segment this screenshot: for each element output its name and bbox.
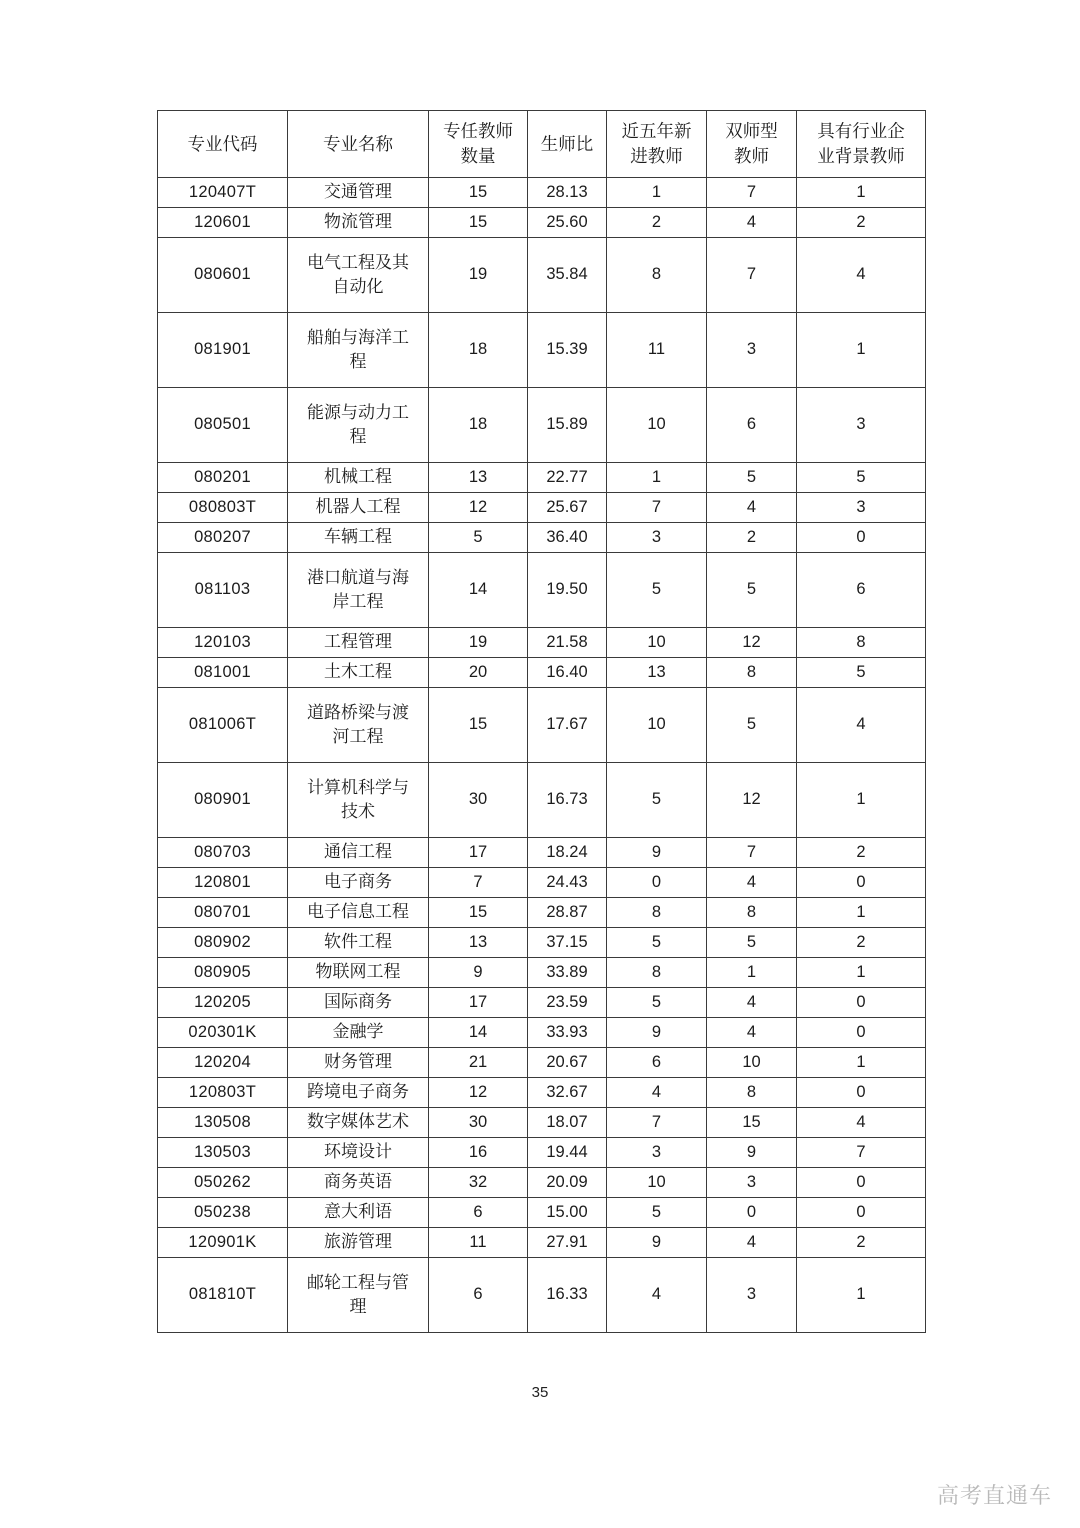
cell-major-code: 081103 [158, 553, 288, 628]
cell-dual-qualified-teachers: 4 [707, 868, 797, 898]
major-name-line: 意大利语 [324, 1202, 392, 1222]
column-header-student-teacher-ratio [528, 111, 607, 178]
cell-major-code: 081001 [158, 658, 288, 688]
column-header-line: 生师比 [540, 133, 594, 154]
major-name-line: 船舶与海洋工 [307, 327, 409, 347]
table-row [158, 1138, 926, 1168]
major-name-line: 计算机科学与 [307, 777, 409, 797]
major-name-line: 河工程 [332, 727, 384, 746]
cell-teacher-count: 14 [429, 1018, 528, 1048]
cell-new-teachers: 1 [607, 178, 707, 208]
table-row [158, 1198, 926, 1228]
cell-new-teachers: 11 [607, 313, 707, 388]
cell-student-teacher-ratio: 36.40 [528, 523, 607, 553]
major-name-line: 环境设计 [324, 1142, 392, 1162]
table-row [158, 898, 926, 928]
table-row [158, 208, 926, 238]
table-row [158, 763, 926, 838]
major-name-line: 机械工程 [324, 467, 392, 487]
cell-major-code: 120204 [158, 1048, 288, 1078]
major-name-line: 程 [349, 352, 367, 371]
column-header-new-teachers [607, 111, 707, 178]
cell-new-teachers: 5 [607, 763, 707, 838]
table-row [158, 463, 926, 493]
cell-dual-qualified-teachers: 8 [707, 898, 797, 928]
major-name-line: 金融学 [332, 1022, 384, 1042]
cell-teacher-count: 7 [429, 868, 528, 898]
cell-dual-qualified-teachers: 9 [707, 1138, 797, 1168]
cell-dual-qualified-teachers: 3 [707, 1168, 797, 1198]
cell-dual-qualified-teachers: 3 [707, 313, 797, 388]
cell-major-code: 080207 [158, 523, 288, 553]
table-row [158, 493, 926, 523]
column-header-line: 专业名称 [323, 133, 393, 154]
cell-student-teacher-ratio: 15.89 [528, 388, 607, 463]
cell-major-name [288, 523, 429, 553]
cell-major-name [288, 463, 429, 493]
cell-dual-qualified-teachers: 8 [707, 658, 797, 688]
table-row [158, 838, 926, 868]
column-header-industry-background-teachers [797, 111, 926, 178]
cell-new-teachers: 4 [607, 1258, 707, 1333]
cell-new-teachers: 5 [607, 1198, 707, 1228]
table-row [158, 1258, 926, 1333]
table-row [158, 928, 926, 958]
cell-teacher-count: 12 [429, 1078, 528, 1108]
cell-dual-qualified-teachers: 12 [707, 763, 797, 838]
cell-new-teachers: 7 [607, 1108, 707, 1138]
major-name-line: 车辆工程 [324, 527, 392, 547]
major-name-line: 旅游管理 [324, 1232, 392, 1252]
cell-major-code: 081901 [158, 313, 288, 388]
cell-major-code: 081006T [158, 688, 288, 763]
cell-teacher-count: 15 [429, 688, 528, 763]
cell-industry-background-teachers: 0 [797, 988, 926, 1018]
table-row [158, 688, 926, 763]
cell-student-teacher-ratio: 33.93 [528, 1018, 607, 1048]
cell-dual-qualified-teachers: 4 [707, 1018, 797, 1048]
cell-student-teacher-ratio: 16.33 [528, 1258, 607, 1333]
cell-industry-background-teachers: 6 [797, 553, 926, 628]
major-name-line: 自动化 [332, 277, 384, 296]
cell-student-teacher-ratio: 18.24 [528, 838, 607, 868]
cell-major-name [288, 313, 429, 388]
major-name-line: 电子信息工程 [307, 902, 409, 922]
cell-teacher-count: 19 [429, 628, 528, 658]
cell-student-teacher-ratio: 16.40 [528, 658, 607, 688]
cell-industry-background-teachers: 4 [797, 238, 926, 313]
cell-teacher-count: 18 [429, 313, 528, 388]
column-header-line: 专业代码 [187, 133, 258, 154]
major-name-line: 通信工程 [324, 842, 392, 862]
cell-student-teacher-ratio: 24.43 [528, 868, 607, 898]
cell-industry-background-teachers: 0 [797, 1198, 926, 1228]
cell-teacher-count: 14 [429, 553, 528, 628]
cell-major-code: 080501 [158, 388, 288, 463]
cell-major-name [288, 1078, 429, 1108]
cell-dual-qualified-teachers: 7 [707, 178, 797, 208]
cell-industry-background-teachers: 1 [797, 1258, 926, 1333]
cell-student-teacher-ratio: 16.73 [528, 763, 607, 838]
major-name-line: 物流管理 [324, 212, 392, 232]
major-name-line: 电子商务 [324, 872, 392, 892]
cell-student-teacher-ratio: 22.77 [528, 463, 607, 493]
cell-major-name [288, 238, 429, 313]
cell-major-code: 120103 [158, 628, 288, 658]
table-row [158, 1048, 926, 1078]
cell-industry-background-teachers: 0 [797, 1078, 926, 1108]
table-row [158, 868, 926, 898]
cell-major-code: 120803T [158, 1078, 288, 1108]
cell-new-teachers: 10 [607, 628, 707, 658]
column-header-code [158, 111, 288, 178]
cell-major-code: 120801 [158, 868, 288, 898]
cell-new-teachers: 9 [607, 1228, 707, 1258]
cell-dual-qualified-teachers: 7 [707, 838, 797, 868]
cell-teacher-count: 5 [429, 523, 528, 553]
cell-student-teacher-ratio: 32.67 [528, 1078, 607, 1108]
cell-major-code: 120205 [158, 988, 288, 1018]
cell-student-teacher-ratio: 18.07 [528, 1108, 607, 1138]
watermark: 高考直通车 [936, 1483, 1052, 1508]
table-row [158, 178, 926, 208]
cell-major-name [288, 658, 429, 688]
cell-major-name [288, 1138, 429, 1168]
major-name-line: 能源与动力工 [307, 402, 409, 422]
cell-dual-qualified-teachers: 8 [707, 1078, 797, 1108]
cell-teacher-count: 17 [429, 838, 528, 868]
cell-major-name [288, 1018, 429, 1048]
cell-dual-qualified-teachers: 2 [707, 523, 797, 553]
cell-new-teachers: 8 [607, 958, 707, 988]
cell-dual-qualified-teachers: 6 [707, 388, 797, 463]
major-name-line: 物联网工程 [315, 962, 401, 982]
table-row [158, 388, 926, 463]
cell-teacher-count: 15 [429, 208, 528, 238]
cell-industry-background-teachers: 2 [797, 928, 926, 958]
cell-industry-background-teachers: 5 [797, 463, 926, 493]
cell-industry-background-teachers: 1 [797, 1048, 926, 1078]
cell-major-name [288, 628, 429, 658]
column-header-line: 具有行业企 [817, 121, 905, 142]
cell-major-name [288, 1168, 429, 1198]
table-row [158, 313, 926, 388]
cell-major-name [288, 388, 429, 463]
cell-dual-qualified-teachers: 10 [707, 1048, 797, 1078]
cell-major-code: 120901K [158, 1228, 288, 1258]
cell-major-code: 080601 [158, 238, 288, 313]
cell-industry-background-teachers: 2 [797, 838, 926, 868]
column-header-line: 近五年新 [621, 121, 692, 142]
cell-major-code: 050262 [158, 1168, 288, 1198]
major-name-line: 财务管理 [324, 1052, 392, 1072]
cell-student-teacher-ratio: 35.84 [528, 238, 607, 313]
cell-new-teachers: 13 [607, 658, 707, 688]
cell-major-code: 080901 [158, 763, 288, 838]
cell-student-teacher-ratio: 17.67 [528, 688, 607, 763]
cell-dual-qualified-teachers: 5 [707, 688, 797, 763]
cell-teacher-count: 6 [429, 1198, 528, 1228]
cell-new-teachers: 5 [607, 928, 707, 958]
major-name-line: 软件工程 [324, 932, 392, 952]
cell-new-teachers: 7 [607, 493, 707, 523]
major-name-line: 数字媒体艺术 [307, 1112, 409, 1132]
cell-teacher-count: 9 [429, 958, 528, 988]
cell-new-teachers: 3 [607, 523, 707, 553]
table-row [158, 1108, 926, 1138]
cell-major-code: 080201 [158, 463, 288, 493]
major-name-line: 岸工程 [332, 592, 384, 611]
cell-new-teachers: 4 [607, 1078, 707, 1108]
cell-teacher-count: 11 [429, 1228, 528, 1258]
cell-industry-background-teachers: 0 [797, 1018, 926, 1048]
cell-major-name [288, 493, 429, 523]
cell-teacher-count: 30 [429, 763, 528, 838]
cell-major-code: 130508 [158, 1108, 288, 1138]
cell-industry-background-teachers: 3 [797, 388, 926, 463]
cell-dual-qualified-teachers: 5 [707, 928, 797, 958]
cell-major-name [288, 553, 429, 628]
cell-industry-background-teachers: 0 [797, 868, 926, 898]
table-row [158, 1018, 926, 1048]
cell-major-name [288, 838, 429, 868]
column-header-line: 进教师 [630, 146, 683, 166]
cell-major-name [288, 763, 429, 838]
major-name-line: 土木工程 [324, 662, 392, 682]
cell-dual-qualified-teachers: 5 [707, 463, 797, 493]
cell-new-teachers: 8 [607, 238, 707, 313]
cell-dual-qualified-teachers: 0 [707, 1198, 797, 1228]
cell-industry-background-teachers: 1 [797, 313, 926, 388]
column-header-teacher-count [429, 111, 528, 178]
table-body [158, 178, 926, 1333]
cell-major-name [288, 898, 429, 928]
cell-student-teacher-ratio: 27.91 [528, 1228, 607, 1258]
cell-new-teachers: 10 [607, 388, 707, 463]
cell-industry-background-teachers: 1 [797, 958, 926, 988]
cell-industry-background-teachers: 1 [797, 763, 926, 838]
cell-dual-qualified-teachers: 5 [707, 553, 797, 628]
cell-industry-background-teachers: 4 [797, 1108, 926, 1138]
cell-industry-background-teachers: 3 [797, 493, 926, 523]
cell-student-teacher-ratio: 23.59 [528, 988, 607, 1018]
page-number: 35 [531, 1384, 549, 1401]
cell-teacher-count: 20 [429, 658, 528, 688]
table-row [158, 1228, 926, 1258]
cell-major-code: 081810T [158, 1258, 288, 1333]
major-name-line: 道路桥梁与渡 [307, 702, 409, 722]
column-header-line: 教师 [734, 146, 769, 166]
cell-major-name [288, 1258, 429, 1333]
cell-industry-background-teachers: 7 [797, 1138, 926, 1168]
cell-new-teachers: 9 [607, 1018, 707, 1048]
column-header-name [288, 111, 429, 178]
cell-dual-qualified-teachers: 1 [707, 958, 797, 988]
cell-teacher-count: 13 [429, 463, 528, 493]
cell-student-teacher-ratio: 28.87 [528, 898, 607, 928]
cell-new-teachers: 5 [607, 553, 707, 628]
cell-teacher-count: 21 [429, 1048, 528, 1078]
cell-major-code: 080701 [158, 898, 288, 928]
cell-major-name [288, 208, 429, 238]
cell-new-teachers: 2 [607, 208, 707, 238]
cell-student-teacher-ratio: 19.50 [528, 553, 607, 628]
cell-major-name [288, 1108, 429, 1138]
column-header-line: 数量 [460, 146, 496, 166]
major-name-line: 技术 [341, 802, 375, 821]
cell-major-code: 050238 [158, 1198, 288, 1228]
major-name-line: 理 [349, 1297, 367, 1316]
major-name-line: 交通管理 [324, 182, 392, 202]
cell-dual-qualified-teachers: 4 [707, 493, 797, 523]
table-row [158, 553, 926, 628]
cell-new-teachers: 0 [607, 868, 707, 898]
cell-teacher-count: 13 [429, 928, 528, 958]
cell-student-teacher-ratio: 33.89 [528, 958, 607, 988]
major-name-line: 商务英语 [324, 1172, 392, 1192]
cell-new-teachers: 10 [607, 688, 707, 763]
cell-industry-background-teachers: 4 [797, 688, 926, 763]
cell-industry-background-teachers: 1 [797, 898, 926, 928]
cell-teacher-count: 19 [429, 238, 528, 313]
major-name-line: 电气工程及其 [307, 252, 409, 272]
cell-student-teacher-ratio: 28.13 [528, 178, 607, 208]
cell-dual-qualified-teachers: 7 [707, 238, 797, 313]
cell-industry-background-teachers: 2 [797, 208, 926, 238]
column-header-line: 专任教师 [443, 121, 513, 142]
table-row [158, 523, 926, 553]
cell-new-teachers: 6 [607, 1048, 707, 1078]
table-row [158, 238, 926, 313]
cell-student-teacher-ratio: 37.15 [528, 928, 607, 958]
cell-student-teacher-ratio: 20.67 [528, 1048, 607, 1078]
faculty-statistics-table [157, 110, 926, 1333]
cell-major-code: 120601 [158, 208, 288, 238]
cell-teacher-count: 15 [429, 898, 528, 928]
cell-student-teacher-ratio: 20.09 [528, 1168, 607, 1198]
cell-dual-qualified-teachers: 4 [707, 208, 797, 238]
column-header-line: 业背景教师 [817, 146, 905, 166]
cell-student-teacher-ratio: 25.60 [528, 208, 607, 238]
cell-teacher-count: 6 [429, 1258, 528, 1333]
cell-industry-background-teachers: 5 [797, 658, 926, 688]
cell-student-teacher-ratio: 15.39 [528, 313, 607, 388]
cell-major-code: 080803T [158, 493, 288, 523]
major-name-line: 邮轮工程与管 [307, 1272, 409, 1292]
cell-dual-qualified-teachers: 15 [707, 1108, 797, 1138]
cell-major-name [288, 958, 429, 988]
cell-new-teachers: 10 [607, 1168, 707, 1198]
cell-dual-qualified-teachers: 12 [707, 628, 797, 658]
cell-major-name [288, 1198, 429, 1228]
cell-major-code: 080703 [158, 838, 288, 868]
cell-industry-background-teachers: 2 [797, 1228, 926, 1258]
cell-major-name [288, 688, 429, 763]
cell-industry-background-teachers: 0 [797, 1168, 926, 1198]
table-row [158, 1078, 926, 1108]
cell-major-name [288, 178, 429, 208]
cell-major-code: 020301K [158, 1018, 288, 1048]
cell-teacher-count: 12 [429, 493, 528, 523]
cell-new-teachers: 8 [607, 898, 707, 928]
cell-industry-background-teachers: 0 [797, 523, 926, 553]
major-name-line: 程 [349, 427, 367, 446]
cell-teacher-count: 15 [429, 178, 528, 208]
cell-new-teachers: 5 [607, 988, 707, 1018]
cell-teacher-count: 32 [429, 1168, 528, 1198]
table-row [158, 988, 926, 1018]
column-header-dual-qualified-teachers [707, 111, 797, 178]
major-name-line: 港口航道与海 [307, 567, 409, 587]
cell-new-teachers: 9 [607, 838, 707, 868]
cell-major-name [288, 1228, 429, 1258]
cell-teacher-count: 17 [429, 988, 528, 1018]
cell-major-name [288, 928, 429, 958]
cell-student-teacher-ratio: 21.58 [528, 628, 607, 658]
major-name-line: 工程管理 [324, 632, 392, 652]
major-name-line: 国际商务 [324, 992, 392, 1012]
cell-major-code: 080902 [158, 928, 288, 958]
cell-major-name [288, 868, 429, 898]
cell-major-code: 080905 [158, 958, 288, 988]
table-row [158, 628, 926, 658]
cell-major-name [288, 1048, 429, 1078]
cell-major-name [288, 988, 429, 1018]
cell-new-teachers: 3 [607, 1138, 707, 1168]
cell-major-code: 130503 [158, 1138, 288, 1168]
faculty-statistics-table-container [157, 110, 925, 1333]
table-row [158, 958, 926, 988]
major-name-line: 机器人工程 [315, 497, 401, 517]
cell-teacher-count: 16 [429, 1138, 528, 1168]
cell-dual-qualified-teachers: 4 [707, 988, 797, 1018]
cell-student-teacher-ratio: 19.44 [528, 1138, 607, 1168]
column-header-line: 双师型 [725, 121, 778, 142]
cell-major-code: 120407T [158, 178, 288, 208]
table-header-row [158, 111, 926, 178]
cell-new-teachers: 1 [607, 463, 707, 493]
cell-teacher-count: 18 [429, 388, 528, 463]
cell-student-teacher-ratio: 15.00 [528, 1198, 607, 1228]
cell-student-teacher-ratio: 25.67 [528, 493, 607, 523]
cell-industry-background-teachers: 1 [797, 178, 926, 208]
major-name-line: 跨境电子商务 [307, 1082, 409, 1102]
cell-dual-qualified-teachers: 3 [707, 1258, 797, 1333]
table-row [158, 658, 926, 688]
cell-teacher-count: 30 [429, 1108, 528, 1138]
cell-dual-qualified-teachers: 4 [707, 1228, 797, 1258]
table-header [158, 111, 926, 178]
cell-industry-background-teachers: 8 [797, 628, 926, 658]
table-row [158, 1168, 926, 1198]
